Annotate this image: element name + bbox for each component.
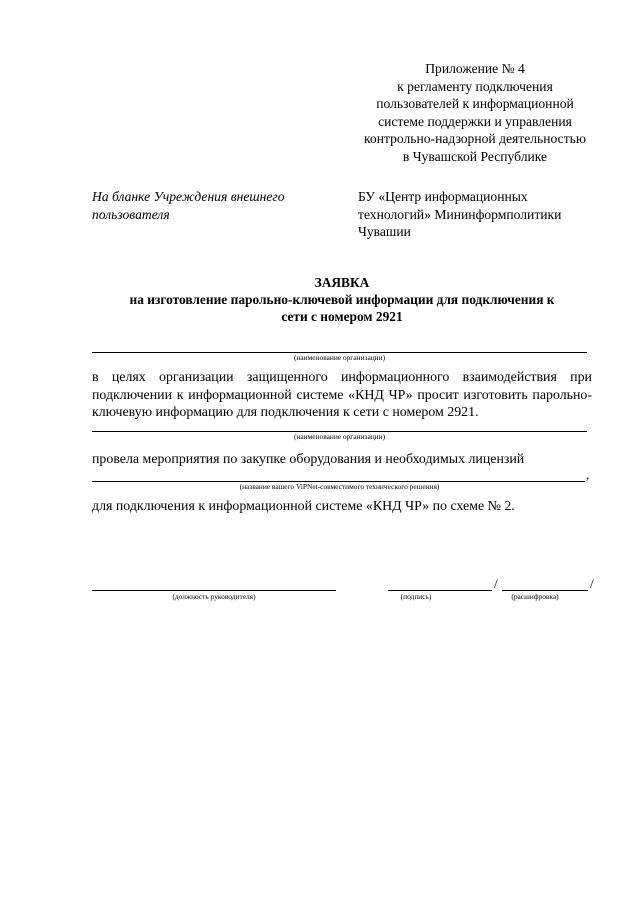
recipient-line: технологий» Мининформполитики [358, 206, 562, 222]
comma-mark: , [586, 467, 590, 482]
sender-line: На бланке Учреждения внешнего [92, 189, 285, 204]
appendix-line: Приложение № 4 [425, 61, 525, 76]
title-heading: ЗАЯВКА [314, 275, 370, 290]
paragraph-line: в целях организации защищенного информационного взаимодействия при [92, 370, 592, 385]
recipient-block [358, 188, 618, 241]
slash-separator: / [590, 576, 594, 591]
title-subtitle-line: сети с номером 2921 [281, 309, 403, 324]
org-name-caption-1: (наименование организации) [293, 353, 386, 362]
appendix-header [340, 60, 610, 165]
document-title [92, 274, 592, 325]
paragraph-line: ключевую информацию для подключения к сети с номером 2921. [92, 405, 479, 420]
appendix-line: системе поддержки и управления [378, 113, 572, 129]
sender-line: пользователя [92, 206, 170, 222]
position-line[interactable] [92, 590, 336, 591]
paragraph-request [92, 369, 592, 422]
position-caption: (должность руководителя) [172, 592, 256, 601]
recipient-line: Чувашии [358, 224, 411, 239]
org-name-caption-2: (наименование организации) [293, 432, 386, 441]
signature-caption: (подпись) [400, 592, 432, 601]
paragraph-procurement: провела мероприятия по закупке оборудования и необходимых лицензий [92, 452, 525, 467]
signature-line[interactable] [388, 590, 492, 591]
solution-caption: (название вашего ViPNet-совместимого технического решения) [239, 482, 440, 491]
decoding-caption: (расшифровка) [511, 592, 559, 601]
slash-separator: / [494, 576, 498, 591]
sender-block [92, 188, 332, 223]
appendix-line: контрольно-надзорной деятельностью [363, 131, 586, 146]
recipient-line: БУ «Центр информационных [358, 189, 528, 204]
appendix-line: к регламенту подключения [397, 78, 553, 94]
appendix-line: в Чувашской Республике [402, 148, 548, 164]
decoding-line[interactable] [502, 590, 588, 591]
title-subtitle-line: на изготовление парольно-ключевой информации для подключения к [129, 292, 555, 307]
paragraph-scheme: для подключения к информационной системе «КНД ЧР» по схеме № 2. [92, 499, 515, 514]
paragraph-line: подключении к информационной системе «КНД ЧР» просит изготовить парольно- [92, 387, 592, 403]
appendix-line: пользователей к информационной [376, 96, 574, 111]
